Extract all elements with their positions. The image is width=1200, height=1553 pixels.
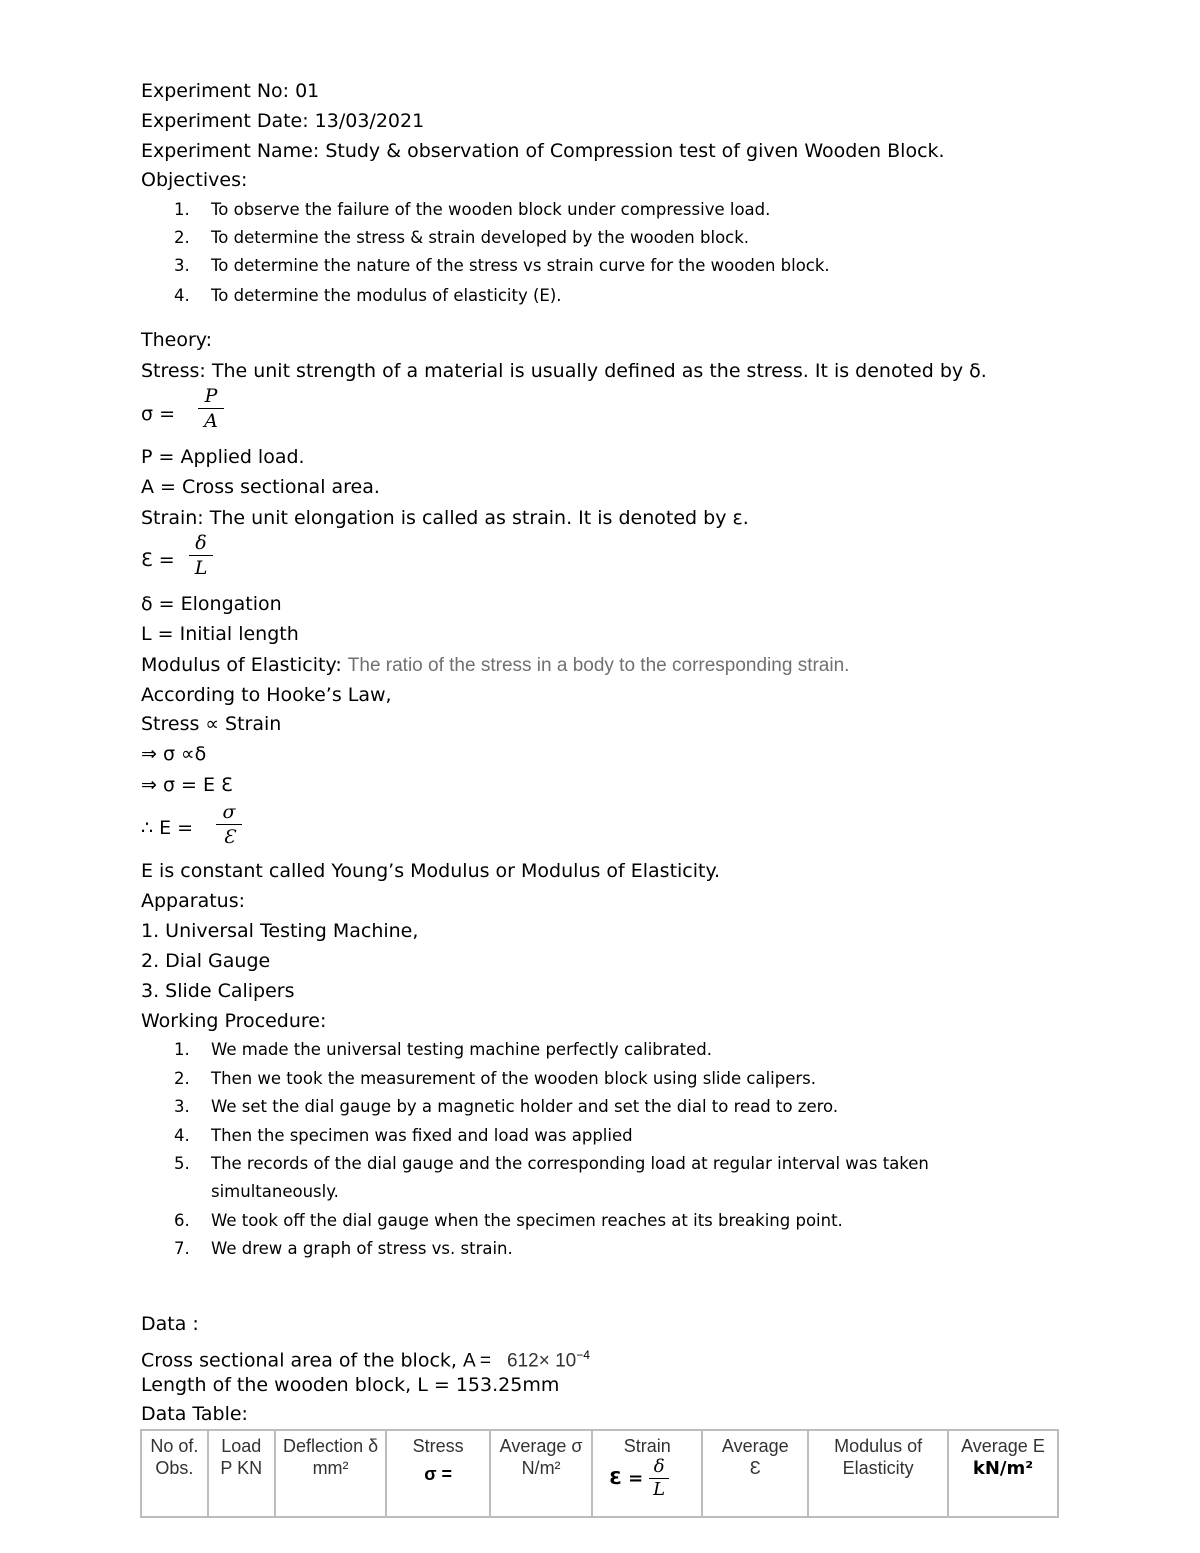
experiment-number: Experiment No: 01 bbox=[141, 80, 320, 102]
area-exponent: −4 bbox=[576, 1348, 590, 1362]
delta-definition: δ = Elongation bbox=[141, 593, 282, 615]
implication-1: ⇒ σ ∝δ bbox=[141, 743, 207, 765]
objectives-heading: Objectives: bbox=[141, 169, 248, 191]
objective-number: 2. bbox=[174, 228, 190, 247]
header-cell-strain: Strain Ɛ = δ L bbox=[592, 1430, 702, 1517]
procedure-item: The records of the dial gauge and the corresponding load at regular interval was taken bbox=[211, 1154, 929, 1173]
header-cell-modulus: Modulus of Elasticity bbox=[808, 1430, 948, 1517]
objective-item: To determine the nature of the stress vs strain curve for the wooden block. bbox=[211, 256, 830, 275]
procedure-number: 3. bbox=[174, 1097, 190, 1116]
length-definition: L = Initial length bbox=[141, 623, 299, 645]
block-length: Length of the wooden block, L = 153.25mm bbox=[141, 1374, 560, 1396]
youngs-modulus-note: E is constant called Young’s Modulus or Modulus of Elasticity. bbox=[141, 860, 721, 882]
header-cell-average-strain: Average Ɛ bbox=[702, 1430, 808, 1517]
objective-item: To determine the stress & strain developed by the wooden block. bbox=[211, 228, 750, 247]
fraction-numerator: P bbox=[204, 385, 218, 407]
fraction-denominator: L bbox=[194, 557, 208, 579]
data-heading: Data : bbox=[141, 1313, 199, 1335]
procedure-item: We drew a graph of stress vs. strain. bbox=[211, 1239, 513, 1258]
header-cell-average-e: Average E kN/m² bbox=[948, 1430, 1058, 1517]
fraction-denominator: Ɛ bbox=[223, 826, 235, 848]
objective-item: To observe the failure of the wooden block under compressive load. bbox=[211, 200, 771, 219]
strain-definition: Strain: The unit elongation is called as strain. It is denoted by ε. bbox=[141, 507, 749, 529]
stress-fraction bbox=[198, 385, 224, 432]
hookes-law: According to Hooke’s Law, bbox=[141, 684, 392, 706]
procedure-item-continued: simultaneously. bbox=[211, 1182, 339, 1201]
p-definition: P = Applied load. bbox=[141, 446, 305, 468]
procedure-item: Then the specimen was fixed and load was applied bbox=[211, 1126, 633, 1145]
header-cell-average-stress: Average σ N/m² bbox=[490, 1430, 592, 1517]
modulus-formula-lhs: ∴ E = bbox=[141, 817, 194, 839]
fraction-numerator: δ bbox=[195, 532, 207, 554]
apparatus-heading: Apparatus: bbox=[141, 890, 246, 912]
procedure-item: We made the universal testing machine perfectly calibrated. bbox=[211, 1040, 713, 1059]
procedure-number: 5. bbox=[174, 1154, 190, 1173]
table-header-row bbox=[141, 1430, 1058, 1517]
strain-cell-fraction: δ L bbox=[649, 1457, 669, 1500]
area-label: Cross sectional area of the block, bbox=[141, 1349, 463, 1372]
procedure-number: 7. bbox=[174, 1239, 190, 1258]
stress-formula-lhs: σ = bbox=[141, 403, 176, 425]
fraction-bar bbox=[189, 555, 213, 556]
modulus-label: Modulus of Elasticity: bbox=[141, 654, 348, 676]
header-cell-load: Load P KN bbox=[208, 1430, 275, 1517]
modulus-definition bbox=[141, 652, 849, 679]
data-table-heading: Data Table: bbox=[141, 1403, 248, 1425]
area-value: 612× 10 bbox=[507, 1350, 577, 1372]
strain-formula-lhs: Ɛ = bbox=[141, 549, 175, 571]
cross-section-area bbox=[141, 1342, 590, 1374]
apparatus-item: 2. Dial Gauge bbox=[141, 950, 271, 972]
theory-heading: Theory: bbox=[141, 329, 213, 351]
procedure-number: 2. bbox=[174, 1069, 190, 1088]
header-cell-deflection: Deflection δ mm² bbox=[275, 1430, 387, 1517]
strain-fraction bbox=[189, 532, 213, 579]
procedure-item: Then we took the measurement of the wooden block using slide calipers. bbox=[211, 1069, 816, 1088]
fraction-denominator: A bbox=[204, 410, 218, 432]
objective-number: 1. bbox=[174, 200, 190, 219]
a-definition: A = Cross sectional area. bbox=[141, 476, 380, 498]
fraction-bar bbox=[198, 408, 224, 409]
procedure-number: 4. bbox=[174, 1126, 190, 1145]
fraction-bar bbox=[216, 824, 242, 825]
modulus-description: The ratio of the stress in a body to the corresponding strain. bbox=[347, 655, 850, 676]
proportionality: Stress ∝ Strain bbox=[141, 713, 282, 735]
procedure-number: 1. bbox=[174, 1040, 190, 1059]
objective-item: To determine the modulus of elasticity (E). bbox=[211, 286, 562, 305]
objective-number: 3. bbox=[174, 256, 190, 275]
objective-number: 4. bbox=[174, 286, 190, 305]
fraction-numerator: σ bbox=[222, 801, 236, 823]
experiment-date: Experiment Date: 13/03/2021 bbox=[141, 110, 425, 132]
procedure-heading: Working Procedure: bbox=[141, 1010, 327, 1032]
apparatus-item: 3. Slide Calipers bbox=[141, 980, 295, 1002]
procedure-item: We set the dial gauge by a magnetic holder and set the dial to read to zero. bbox=[211, 1097, 839, 1116]
header-cell-obs: No of. Obs. bbox=[141, 1430, 208, 1517]
data-table bbox=[140, 1429, 1059, 1518]
implication-2: ⇒ σ = E Ɛ bbox=[141, 774, 233, 796]
modulus-fraction bbox=[216, 801, 242, 848]
stress-definition: Stress: The unit strength of a material is usually defined as the stress. It is denoted by δ. bbox=[141, 360, 987, 382]
area-equals: A = bbox=[463, 1350, 491, 1372]
procedure-item: We took off the dial gauge when the specimen reaches at its breaking point. bbox=[211, 1211, 843, 1230]
header-cell-stress: Stress σ = bbox=[386, 1430, 489, 1517]
experiment-name: Experiment Name: Study & observation of Compression test of given Wooden Block. bbox=[141, 140, 945, 162]
procedure-number: 6. bbox=[174, 1211, 190, 1230]
apparatus-item: 1. Universal Testing Machine, bbox=[141, 920, 419, 942]
